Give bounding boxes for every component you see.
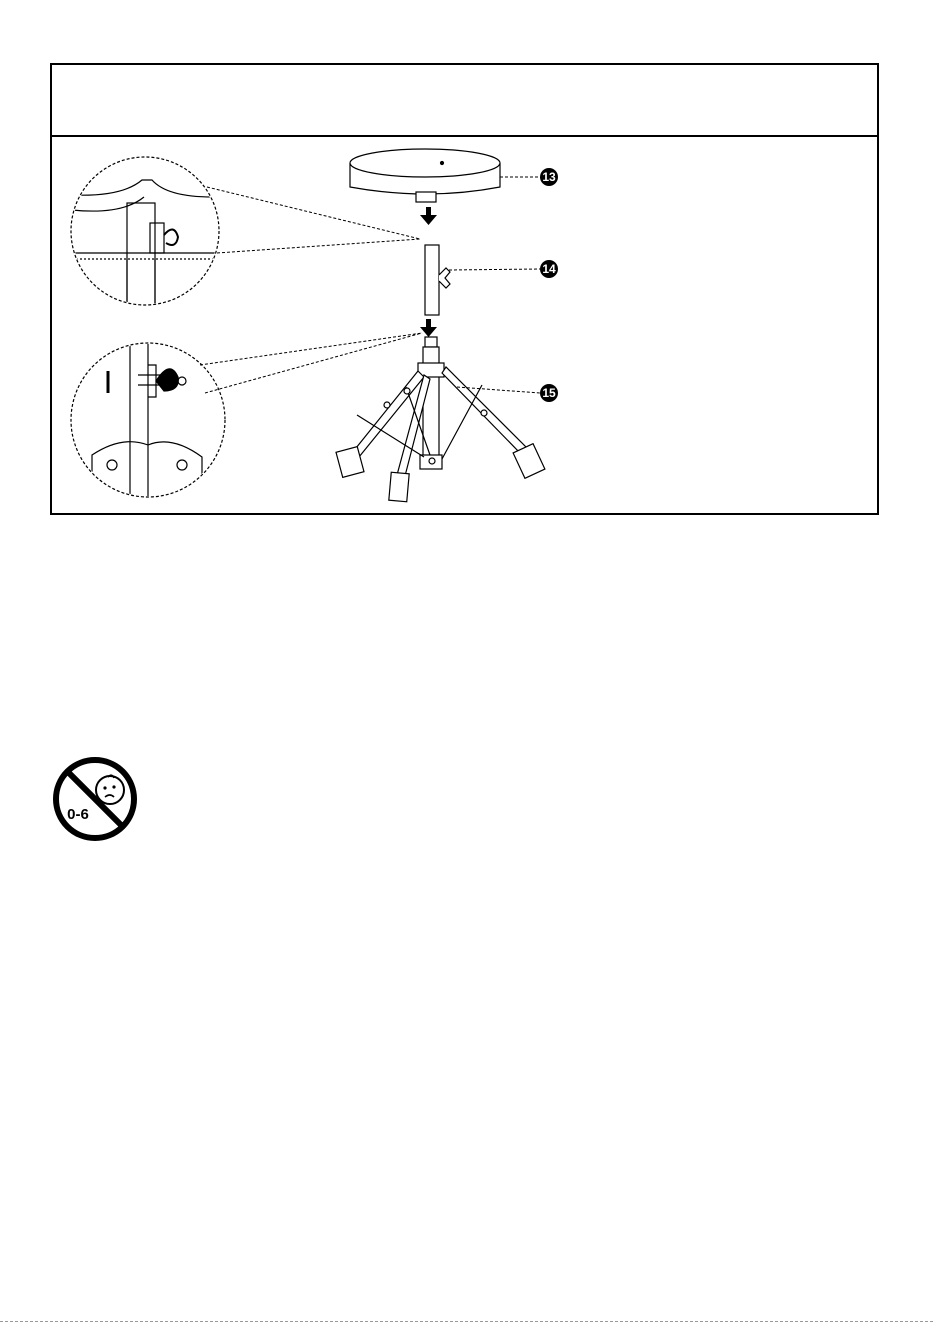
svg-text:15: 15 [542,386,556,400]
age-label: 0-6 [67,806,89,823]
no-children-under-age-icon [52,756,138,842]
callout-14 [540,260,558,278]
page-bottom-rule [0,1321,933,1322]
tripod-base [336,337,545,502]
callout-13 [540,168,558,186]
arrow-down-icon [420,319,437,337]
svg-text:13: 13 [542,170,556,184]
detail-circle-top [71,157,222,313]
svg-text:14: 14 [542,262,556,276]
arrow-down-icon [420,207,437,225]
detail-circle-bottom [71,335,225,505]
center-tube [425,245,450,315]
box-header [52,65,877,137]
callout-15 [540,384,558,402]
seat [350,149,500,202]
assembly-figure [52,135,877,513]
leader-lines [200,187,422,393]
assembly-box [50,63,879,515]
